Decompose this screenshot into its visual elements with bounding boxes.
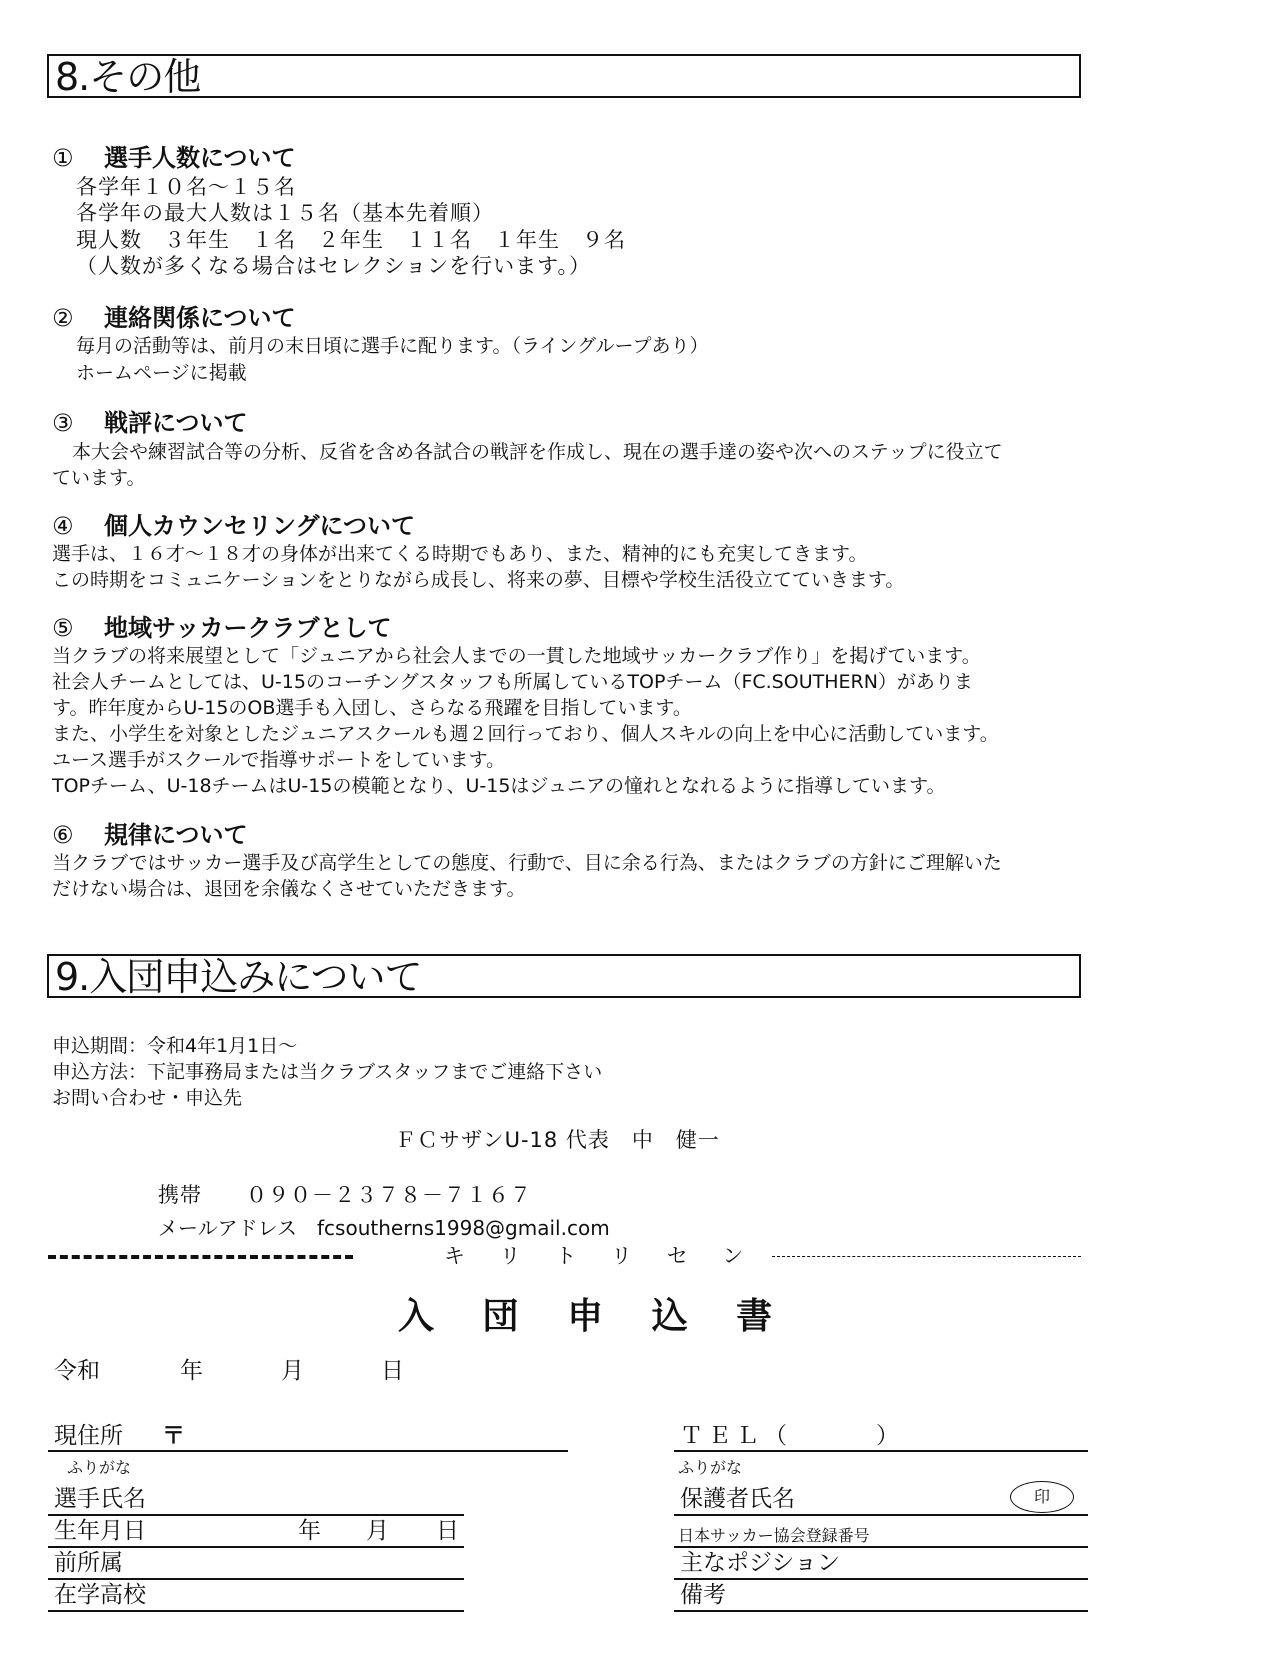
date-month-label: 月 <box>281 1358 304 1384</box>
postal-mark: 〒 <box>162 1423 185 1449</box>
item-3-number: ③ <box>52 409 74 437</box>
birthdate-label: 生年月日 <box>54 1518 146 1544</box>
item-1-title: 選手人数について <box>104 144 296 172</box>
item-5-line: また、小学生を対象としたジュニアスクールも週２回行っており、個人スキルの向上を中心に活動しています。 <box>52 723 999 745</box>
item-6-title: 規律について <box>104 821 248 849</box>
section-8-header <box>47 54 1081 98</box>
tel-label: ＴＥＬ（ ） <box>680 1423 904 1449</box>
birth-day-label: 日 <box>436 1518 459 1544</box>
application-period: 申込期間：令和4年1月1日～ <box>52 1035 298 1057</box>
cut-line-left <box>48 1255 353 1259</box>
item-5-line: ユース選手がスクールで指導サポートをしています。 <box>52 749 506 771</box>
item-1-number: ① <box>52 144 74 172</box>
item-2-line: 毎月の活動等は、前月の末日頃に選手に配ります。（ライングループあり） <box>76 335 709 357</box>
position-label: 主なポジション <box>680 1550 840 1576</box>
item-2-title: 連絡関係について <box>104 304 296 332</box>
school-field[interactable] <box>48 1610 464 1612</box>
birth-month-label: 月 <box>366 1518 389 1544</box>
item-4-line: 選手は、１６才～１８才の身体が出来てくる時期でもあり、また、精神的にも充実してきます。 <box>52 543 868 565</box>
address-label: 現住所 <box>54 1423 123 1449</box>
date-year-label: 年 <box>180 1358 203 1384</box>
prev-team-label: 前所属 <box>54 1550 123 1576</box>
cut-line-label: キ リ ト リ セ ン <box>444 1244 758 1268</box>
date-era: 令和 <box>54 1358 100 1384</box>
application-method: 申込方法：下記事務局または当クラブスタッフまでご連絡下さい <box>52 1061 603 1083</box>
item-4-line: この時期をコミュニケーションをとりながら成長し、将来の夢、目標や学校生活役立てていきます。 <box>52 569 905 591</box>
item-5-line: 当クラブの将来展望として「ジュニアから社会人までの一貫した地域サッカークラブ作り」を掲げています。 <box>52 645 981 667</box>
item-2-heading <box>52 303 296 333</box>
seal-mark: 印 <box>1010 1481 1074 1513</box>
date-day-label: 日 <box>381 1358 404 1384</box>
item-5-line: TOPチーム、U-18チームはU-15の模範となり、U-15はジュニアの憧れとなれるように指導しています。 <box>52 775 946 797</box>
section-8-title: 8.その他 <box>55 55 201 99</box>
item-6-line: だけない場合は、退団を余儀なくさせていただきます。 <box>52 878 526 900</box>
contact-phone: 携帯 ０９０－２３７８－７１６７ <box>158 1183 532 1207</box>
item-5-number: ⑤ <box>52 614 74 642</box>
furigana-right: ふりがな <box>678 1458 743 1477</box>
furigana-left: ふりがな <box>67 1458 132 1477</box>
item-2-line: ホームページに掲載 <box>76 362 247 384</box>
item-6-heading <box>52 820 248 850</box>
birth-year-label: 年 <box>298 1518 321 1544</box>
item-5-title: 地域サッカークラブとして <box>104 614 392 642</box>
club-representative: ＦＣサザンU-18 代表 中 健一 <box>395 1128 720 1152</box>
school-label: 在学高校 <box>54 1582 146 1608</box>
prev-team-field[interactable] <box>48 1578 464 1580</box>
item-1-line: （人数が多くなる場合はセレクションを行います。） <box>76 254 591 278</box>
item-5-line: 社会人チームとしては、U-15のコーチングスタッフも所属しているTOPチーム（FC.SOUTHERN）がありま <box>52 671 973 693</box>
birthdate-field[interactable] <box>48 1546 464 1548</box>
player-name-label: 選手氏名 <box>54 1486 146 1512</box>
item-6-line: 当クラブではサッカー選手及び高学生としての態度、行動で、目に余る行為、またはクラブの方針にご理解いた <box>52 852 1002 874</box>
jfa-number-label: 日本サッカー協会登録番号 <box>678 1526 870 1545</box>
position-field[interactable] <box>674 1578 1088 1580</box>
guardian-name-field[interactable] <box>674 1514 1088 1516</box>
item-3-line: ています。 <box>52 467 146 489</box>
item-1-line: 各学年１０名～１５名 <box>76 175 296 199</box>
item-1-heading <box>52 143 296 173</box>
item-6-number: ⑥ <box>52 821 74 849</box>
contact-email: メールアドレス fcsoutherns1998@gmail.com <box>158 1216 610 1240</box>
section-9-header <box>47 954 1081 998</box>
item-4-number: ④ <box>52 512 74 540</box>
cut-line-right <box>772 1256 1081 1257</box>
item-2-number: ② <box>52 304 74 332</box>
form-title: 入 団 申 込 書 <box>398 1296 791 1337</box>
item-1-line: 現人数 ３年生 １名 ２年生 １１名 １年生 ９名 <box>76 228 626 252</box>
section-9-title: 9.入団申込みについて <box>55 955 422 999</box>
player-name-field[interactable] <box>48 1514 464 1516</box>
item-4-heading <box>52 511 415 541</box>
guardian-name-label: 保護者氏名 <box>680 1486 795 1512</box>
address-field[interactable] <box>48 1450 568 1452</box>
contact-label: お問い合わせ・申込先 <box>52 1087 243 1109</box>
remarks-label: 備考 <box>680 1582 726 1608</box>
item-3-heading <box>52 408 248 438</box>
item-5-line: す。昨年度からU-15のOB選手も入団し、さらなる飛躍を目指しています。 <box>52 697 692 719</box>
tel-field[interactable] <box>674 1450 1088 1452</box>
remarks-field[interactable] <box>674 1610 1088 1612</box>
jfa-number-field[interactable] <box>674 1546 1088 1548</box>
item-1-line: 各学年の最大人数は１５名（基本先着順） <box>76 201 494 225</box>
item-3-title: 戦評について <box>104 409 248 437</box>
item-4-title: 個人カウンセリングについて <box>104 512 416 540</box>
item-3-line: 本大会や練習試合等の分析、反省を含め各試合の戦評を作成し、現在の選手達の姿や次へのステップに役立て <box>72 441 1003 463</box>
item-5-heading <box>52 613 392 643</box>
